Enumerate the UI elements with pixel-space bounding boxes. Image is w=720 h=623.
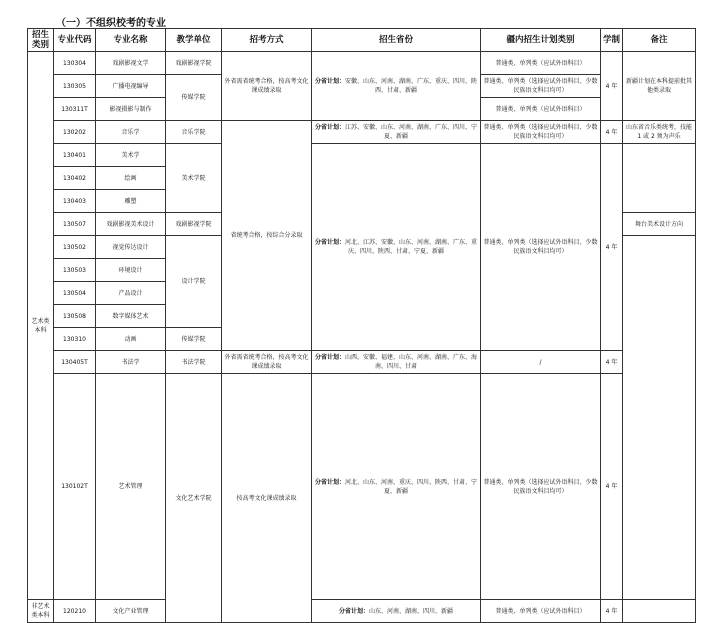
table-row — [28, 144, 696, 167]
major-name: 美术学 — [96, 144, 166, 167]
major-code: 130403 — [54, 190, 96, 213]
plan-label: 分省计划： — [338, 607, 369, 615]
col-header-unit: 教学单位 — [166, 29, 222, 52]
provinces — [312, 374, 481, 600]
major-name: 音乐学 — [96, 121, 166, 144]
majors-table — [27, 28, 696, 623]
major-code: 130503 — [54, 259, 96, 282]
major-name: 艺术管理 — [96, 374, 166, 600]
major-code: 130507 — [54, 213, 96, 236]
major-name: 环境设计 — [96, 259, 166, 282]
duration: 4 年 — [601, 351, 623, 374]
col-header-code: 专业代码 — [54, 29, 96, 52]
col-header-plan-type: 疆内招生计划类别 — [481, 29, 601, 52]
province-list: 山东、河南、湖南、四川、新疆 — [369, 607, 454, 615]
remark: 舞台美术设计方向 — [623, 213, 696, 236]
major-code: 130502 — [54, 236, 96, 259]
major-name: 数字媒体艺术 — [96, 305, 166, 328]
remark-empty — [623, 52, 696, 75]
teaching-unit: 戏剧影视学院 — [166, 52, 222, 75]
plan-label: 分省计划： — [314, 124, 345, 131]
table-row — [28, 52, 696, 75]
col-header-remarks: 备注 — [623, 29, 696, 52]
major-code: 130402 — [54, 167, 96, 190]
remark-empty — [623, 144, 696, 213]
provinces — [312, 121, 481, 144]
teaching-unit: 文化艺术学院 — [166, 374, 222, 623]
major-code: 130304 — [54, 52, 96, 75]
province-list: 河北、江苏、安徽、山东、河南、湖南、广东、重庆、四川、陕西、甘肃、宁夏、新疆 — [345, 239, 478, 255]
major-name: 绘画 — [96, 167, 166, 190]
col-header-provinces: 招生省份 — [312, 29, 481, 52]
major-code: 130508 — [54, 305, 96, 328]
major-code: 120210 — [54, 600, 96, 623]
duration: 4 年 — [601, 52, 623, 121]
header-row — [28, 29, 696, 52]
major-code: 130305 — [54, 75, 96, 98]
remark-empty — [623, 98, 696, 121]
provinces — [312, 144, 481, 351]
major-name: 产品设计 — [96, 282, 166, 305]
admission-method: 省统考合格，按综合分录取 — [222, 121, 312, 351]
provinces — [312, 52, 481, 121]
duration: 4 年 — [601, 374, 623, 600]
category-art: 艺术类本科 — [28, 52, 54, 600]
province-list: 河北、山东、河南、重庆、四川、陕西、甘肃、宁夏、新疆 — [345, 478, 478, 495]
teaching-unit: 设计学院 — [166, 236, 222, 328]
table-row — [28, 600, 696, 623]
major-code: 130401 — [54, 144, 96, 167]
plan-type: 普通类、单列类（选择应试外语科目、少数民族语文科目均可） — [481, 75, 601, 98]
teaching-unit: 传媒学院 — [166, 75, 222, 121]
admission-method: 外省需省统考合格，按高考文化课成绩录取 — [222, 52, 312, 121]
teaching-unit: 传媒学院 — [166, 328, 222, 351]
provinces — [312, 600, 481, 623]
plan-label: 分省计划： — [314, 478, 345, 486]
plan-label: 分省计划： — [314, 78, 345, 85]
major-code: 130504 — [54, 282, 96, 305]
teaching-unit: 美术学院 — [166, 144, 222, 213]
remark-empty — [623, 600, 696, 623]
teaching-unit: 音乐学院 — [166, 121, 222, 144]
duration: 4 年 — [601, 600, 623, 623]
major-name: 戏剧影视文学 — [96, 52, 166, 75]
duration: 4 年 — [601, 144, 623, 351]
major-code: 130311T — [54, 98, 96, 121]
plan-label: 分省计划： — [314, 239, 345, 246]
col-header-duration: 学制 — [601, 29, 623, 52]
plan-type: 普通类、单列类（选择应试外语科目、少数民族语文科目均可） — [481, 121, 601, 144]
major-name: 文化产业管理 — [96, 600, 166, 623]
major-name: 动画 — [96, 328, 166, 351]
major-name: 视觉传达设计 — [96, 236, 166, 259]
col-header-name: 专业名称 — [96, 29, 166, 52]
admission-method: 外省需省统考合格，按高考文化课成绩录取 — [222, 351, 312, 374]
province-list: 安徽、山东、河南、湖南、广东、重庆、四川、陕西、甘肃、新疆 — [345, 78, 478, 94]
plan-type: 普通类、单列类（应试外语科目） — [481, 98, 601, 121]
provinces — [312, 351, 481, 374]
major-name: 书法学 — [96, 351, 166, 374]
admission-method: 按高考文化课成绩录取 — [222, 374, 312, 623]
plan-type: 普通类、单列类（应试外语科目） — [481, 52, 601, 75]
duration: 4 年 — [601, 121, 623, 144]
major-name: 戏剧影视美术设计 — [96, 213, 166, 236]
section-heading: （一）不组织校考的专业 — [56, 18, 166, 29]
province-list: 山西、安徽、福建、山东、河南、湖南、广东、海南、四川、甘肃 — [345, 354, 478, 370]
col-header-category: 招生类别 — [28, 29, 54, 52]
table-row — [28, 121, 696, 144]
remark: 山东省音乐类统考，技能 1 或 2 须为声乐 — [623, 121, 696, 144]
plan-label: 分省计划： — [314, 354, 345, 361]
table-row — [28, 374, 696, 600]
table-row — [28, 351, 696, 374]
teaching-unit: 书法学院 — [166, 351, 222, 374]
major-name: 广播电视编导 — [96, 75, 166, 98]
major-name: 影视摄影与制作 — [96, 98, 166, 121]
plan-type: / — [481, 351, 601, 374]
plan-type: 普通类、单列类（选择应试外语科目、少数民族语文科目均可） — [481, 144, 601, 351]
teaching-unit: 戏剧影视学院 — [166, 213, 222, 236]
major-code: 130202 — [54, 121, 96, 144]
col-header-method: 招考方式 — [222, 29, 312, 52]
major-code: 130102T — [54, 374, 96, 600]
major-code: 130310 — [54, 328, 96, 351]
major-name: 雕塑 — [96, 190, 166, 213]
plan-type: 普通类、单列类（选择应试外语科目、少数民族语文科目均可） — [481, 374, 601, 600]
province-list: 江苏、安徽、山东、河南、湖南、广东、四川、宁夏、新疆 — [345, 124, 478, 140]
major-code: 130405T — [54, 351, 96, 374]
remark: 新疆计划在本科提前批其他类录取 — [623, 75, 696, 98]
plan-type: 普通类、单列类（应试外语科目） — [481, 600, 601, 623]
remark-empty — [623, 236, 696, 600]
category-non-art: 非艺术类本科 — [28, 600, 54, 623]
